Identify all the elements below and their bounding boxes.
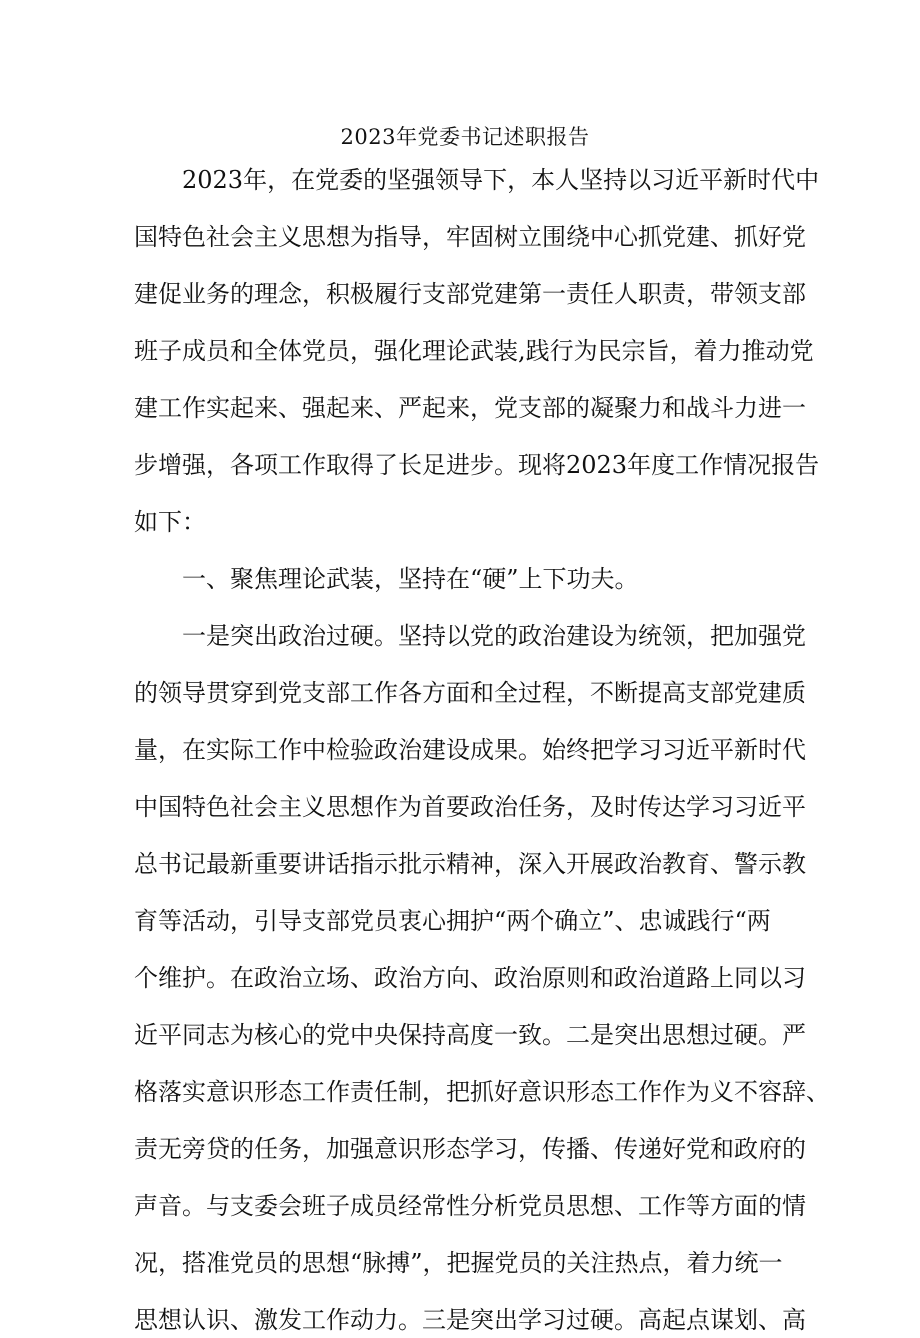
paragraph-line: 国特色社会主义思想为指导，牢固树立围绕中心抓党建、抓好党 xyxy=(134,223,806,251)
paragraph-line: 责无旁贷的任务，加强意识形态学习，传播、传递好党和政府的 xyxy=(134,1135,806,1163)
paragraph-line: 建工作实起来、强起来、严起来，党支部的凝聚力和战斗力进一 xyxy=(134,394,806,422)
paragraph-line: 总书记最新重要讲话指示批示精神，深入开展政治教育、警示教 xyxy=(134,850,806,878)
paragraph-line: 班子成员和全体党员，强化理论武装,践行为民宗旨，着力推动党 xyxy=(134,337,814,365)
paragraph-line: 个维护。在政治立场、政治方向、政治原则和政治道路上同以习 xyxy=(134,964,806,992)
paragraph-line: 量，在实际工作中检验政治建设成果。始终把学习习近平新时代 xyxy=(134,736,806,764)
paragraph-line: 声音。与支委会班子成员经常性分析党员思想、工作等方面的情 xyxy=(134,1192,806,1220)
section-heading: 一、聚焦理论武装，坚持在“硬”上下功夫。 xyxy=(182,565,639,593)
paragraph-line: 育等活动，引导支部党员衷心拥护“两个确立”、忠诚践行“两 xyxy=(134,907,771,935)
paragraph-line: 格落实意识形态工作责任制，把抓好意识形态工作作为义不容辞、 xyxy=(134,1078,830,1106)
document-title: 2023年党委书记述职报告 xyxy=(340,125,590,149)
paragraph-line: 一是突出政治过硬。坚持以党的政治建设为统领，把加强党 xyxy=(182,622,806,650)
paragraph-line: 如下： xyxy=(134,508,206,536)
paragraph-line: 中国特色社会主义思想作为首要政治任务，及时传达学习习近平 xyxy=(134,793,806,821)
paragraph-line: 步增强，各项工作取得了长足进步。现将2023年度工作情况报告 xyxy=(134,451,820,479)
paragraph-line: 2023年，在党委的坚强领导下，本人坚持以习近平新时代中 xyxy=(182,166,820,194)
paragraph-line: 的领导贯穿到党支部工作各方面和全过程，不断提高支部党建质 xyxy=(134,679,806,707)
paragraph-line: 建促业务的理念，积极履行支部党建第一责任人职责，带领支部 xyxy=(134,280,806,308)
paragraph-line: 思想认识、激发工作动力。三是突出学习过硬。高起点谋划、高 xyxy=(134,1306,806,1334)
paragraph-line: 近平同志为核心的党中央保持高度一致。二是突出思想过硬。严 xyxy=(134,1021,806,1049)
paragraph-line: 况，搭准党员的思想“脉搏”，把握党员的关注热点，着力统一 xyxy=(134,1249,783,1277)
